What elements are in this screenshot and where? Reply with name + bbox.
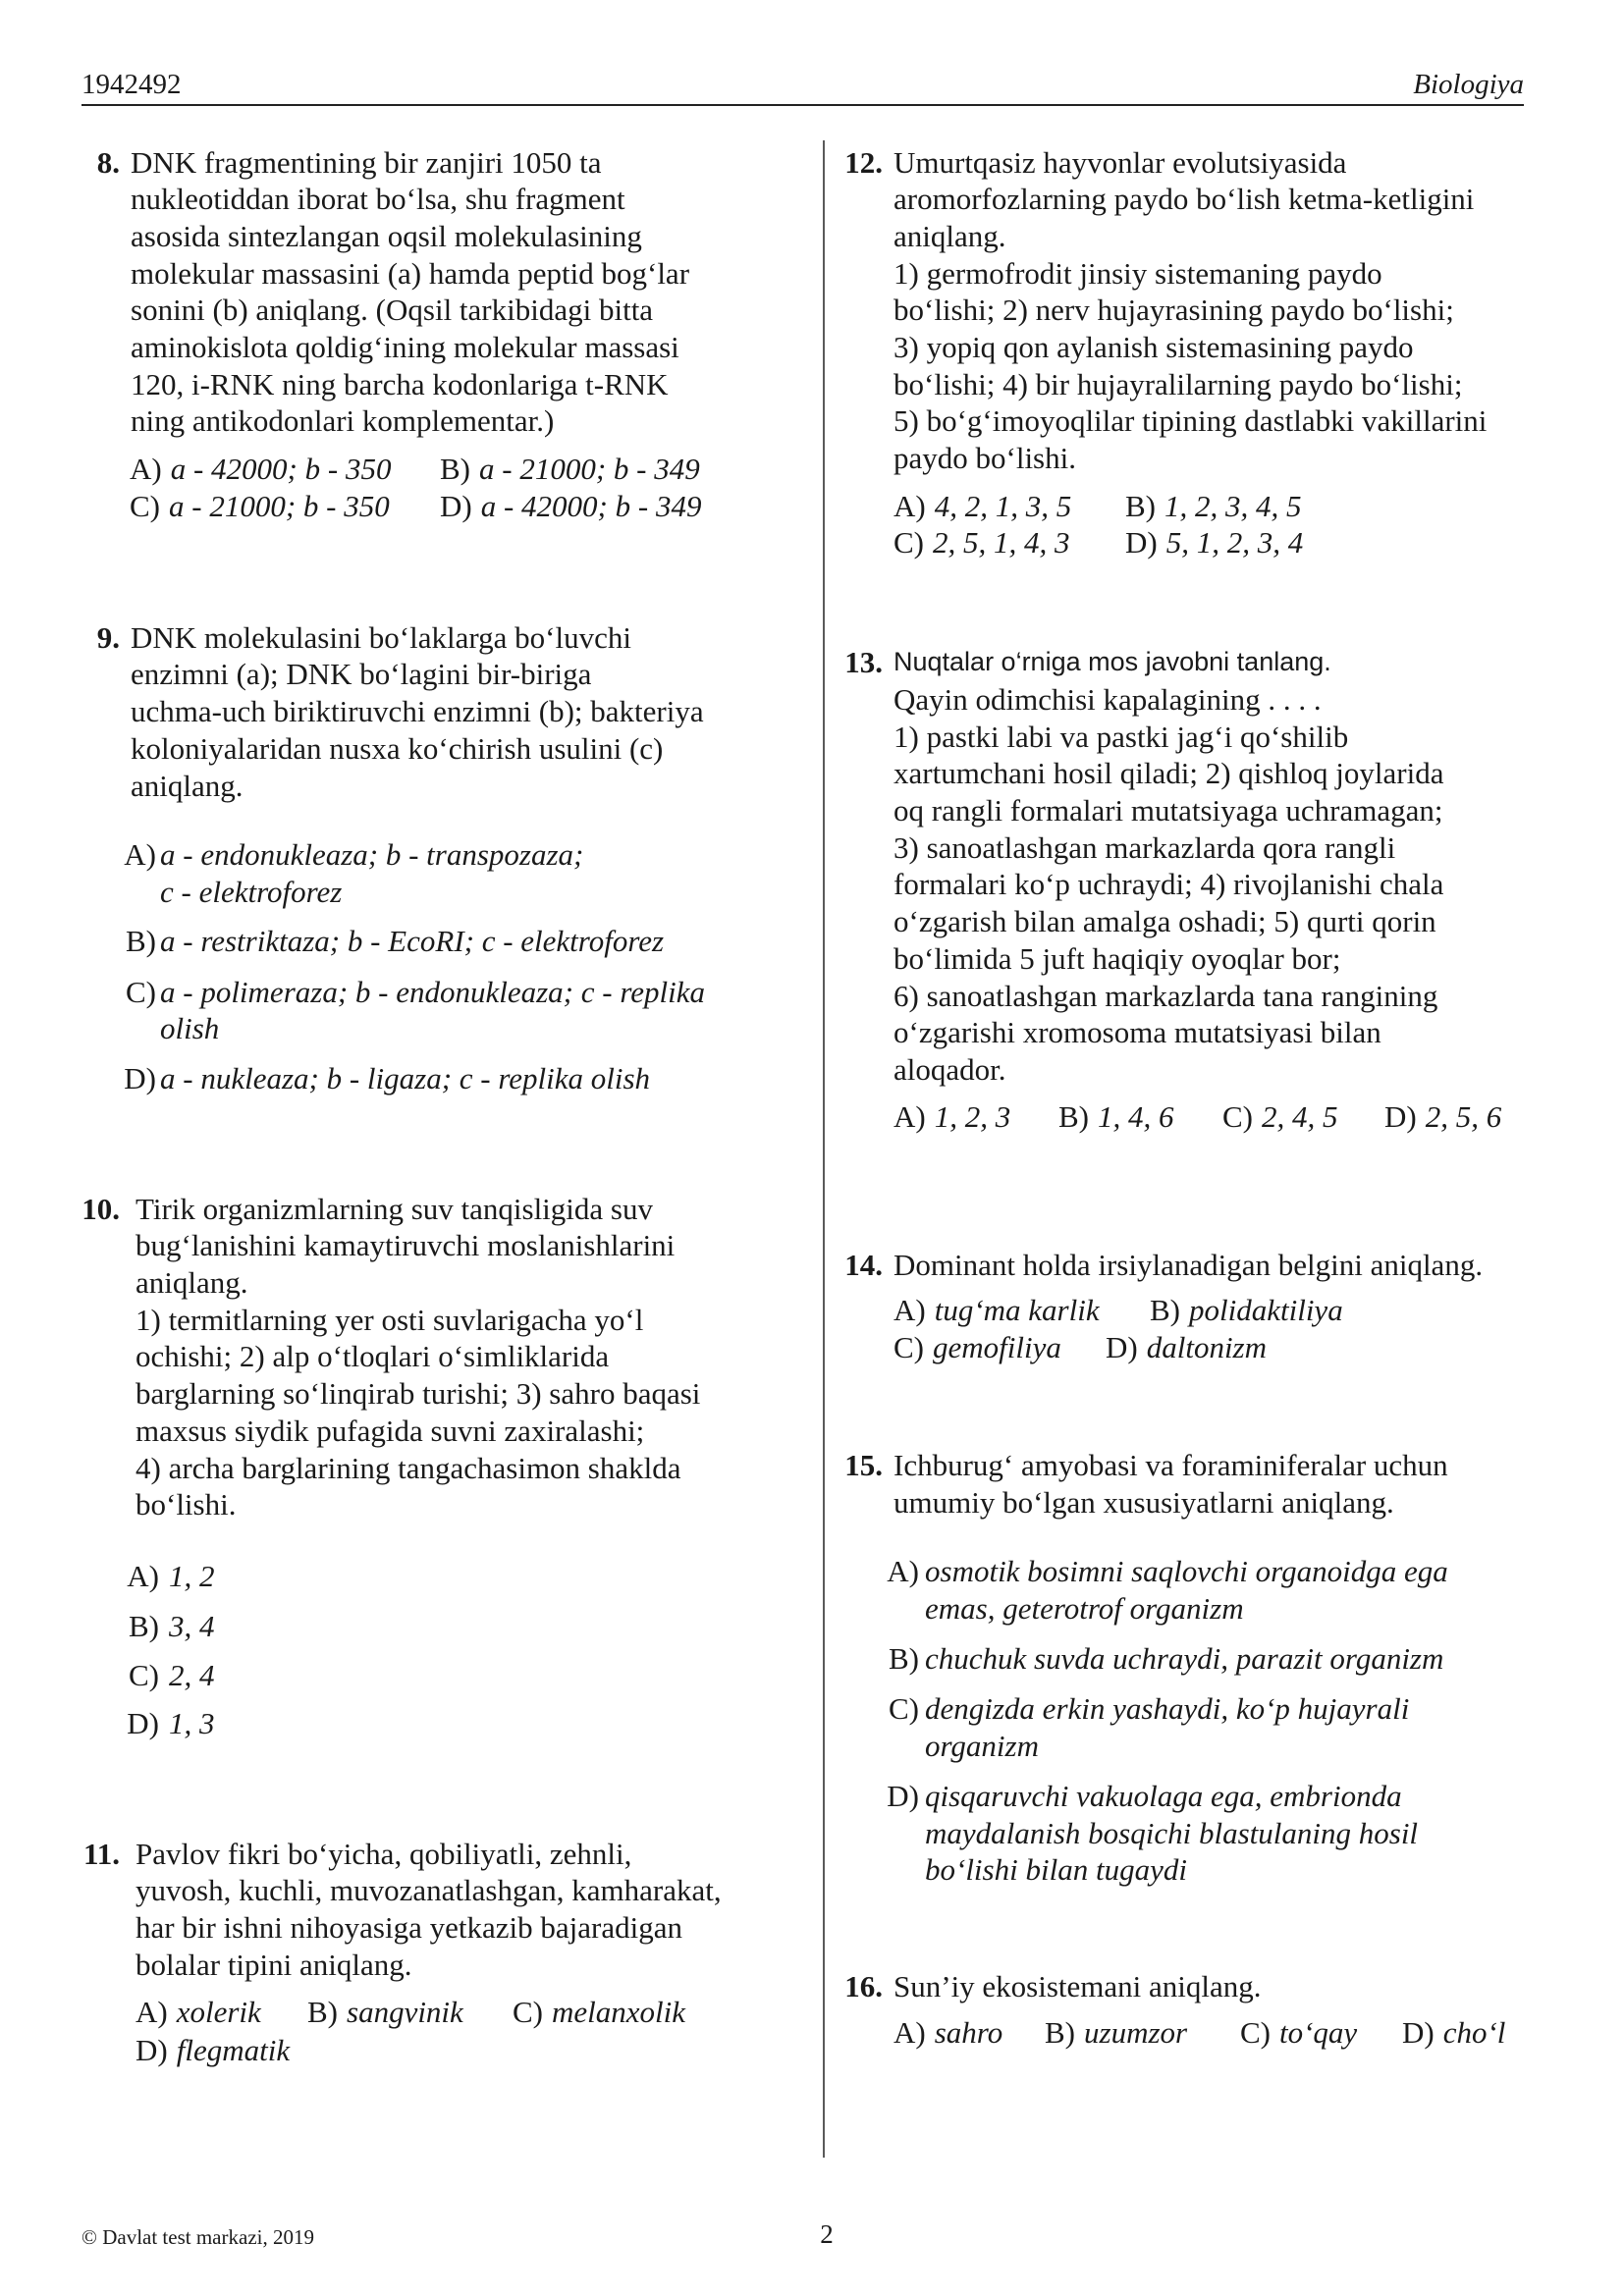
answer-option-d <box>1384 1098 1501 1136</box>
option-label: A) <box>130 452 162 486</box>
answer-option-a <box>130 451 391 488</box>
answer-option-b <box>307 1994 463 2031</box>
option-text: daltonizm <box>1146 1330 1268 1364</box>
question-stem: Tirik organizmlarning suv tanqisligida suv bug‘lanishini kamaytiruvchi moslanishlarini aniqlang. 1) termitlarning yer osti suvlarigacha yo‘l ochishi; 2) alp o‘tloqlari o‘simliklarida barglarning so‘linqirab turishi; 3) sahro baqasi maxsus siydik pufagida suvni zaxiralashi; 4) archa barglarining tangachasimon shaklda bo‘lishi. <box>135 1191 701 1522</box>
option-label: C) <box>893 1330 924 1364</box>
option-text: a - endonukleaza; b - transpozaza; c - elektroforez <box>160 837 584 909</box>
question-stem: Sun’iy ekosistemani aniqlang. <box>893 1968 1262 2003</box>
answer-option-a <box>893 1292 1100 1329</box>
option-text: 2, 4 <box>169 1658 215 1692</box>
option-label: A) <box>124 837 156 872</box>
answer-option-d <box>1106 1329 1267 1366</box>
option-text: a - 42000; b - 349 <box>480 489 702 523</box>
option-text: a - nukleaza; b - ligaza; c - replika olish <box>160 1061 651 1095</box>
option-label: B) <box>126 924 156 958</box>
answer-option-c <box>1222 1098 1338 1136</box>
answer-option-b <box>440 451 700 488</box>
question-stem: DNK fragmentining bir zanjiri 1050 ta nukleotiddan iborat bo‘lsa, shu fragment asosida sintezlangan oqsil molekulasining molekular massasini (a) hamda peptid bog‘lar sonini (b) aniqlang. (Oqsil tarkibidagi bitta aminokislota qoldig‘ining molekular massasi 120, i-RNK ning barcha kodonlariga t-RNK ning antikodonlari komplementar.) <box>131 144 690 439</box>
answer-option-b <box>1150 1292 1343 1329</box>
question-stem: Umurtqasiz hayvonlar evolutsiyasida aromorfozlarning paydo bo‘lish ketma-ketligini aniqlang. 1) germofrodit jinsiy sistemaning paydo bo‘lishi; 2) nerv hujayrasining paydo bo‘lishi; 3) yopiq qon aylanish sistemasining paydo bo‘lishi; 4) bir hujayralilarning paydo bo‘lishi; 5) bo‘g‘imoyoqlilar tipining dastlabki vakillarini paydo bo‘lishi. <box>893 144 1488 476</box>
question-number: 16. <box>844 1968 883 2003</box>
option-text: a - 21000; b - 350 <box>169 489 390 523</box>
option-label: D) <box>127 1706 159 1740</box>
option-label: B) <box>1058 1099 1089 1135</box>
option-text: tug‘ma karlik <box>934 1293 1100 1328</box>
column-divider <box>823 140 825 2158</box>
option-label: D) <box>887 1779 919 1813</box>
answer-option-b <box>1045 2014 1187 2052</box>
option-text: osmotik bosimni saqlovchi organoidga ega emas, geterotrof organizm <box>925 1554 1448 1627</box>
question-stem: Ichburug‘ amyobasi va foraminiferalar uchun umumiy bo‘lgan xususiyatlarni aniqlang. <box>893 1448 1448 1520</box>
option-text: dengizda erkin yashaydi, ko‘p hujayrali organizm <box>925 1691 1410 1763</box>
answer-option-c <box>1240 2014 1357 2052</box>
answer-option-c <box>893 1329 1061 1366</box>
option-label: D) <box>1402 2014 1435 2050</box>
option-label: B) <box>307 1994 338 2029</box>
answer-option-d <box>135 2032 290 2069</box>
option-label: A) <box>127 1559 159 1593</box>
option-label: C) <box>1222 1099 1253 1135</box>
answer-option-c <box>130 488 390 525</box>
answer-option-d <box>1125 524 1303 561</box>
option-label: D) <box>135 2032 168 2067</box>
option-label: D) <box>1125 525 1158 561</box>
answer-option-c <box>893 524 1070 561</box>
option-label: A) <box>893 1293 926 1328</box>
option-text: 4, 2, 1, 3, 5 <box>934 489 1072 523</box>
option-text: a - 42000; b - 350 <box>170 452 392 486</box>
header-test-code: 1942492 <box>81 69 182 100</box>
option-text: cho‘l <box>1442 2014 1506 2050</box>
question-stem: DNK molekulasini bo‘laklarga bo‘luvchi enzimni (a); DNK bo‘lagini bir-biriga uchma-uch biriktiruvchi enzimni (b); bakteriya koloniyalaridan nusxa ko‘chirish usulini (c) aniqlang. <box>131 619 704 803</box>
question-stem: Dominant holda irsiylanadigan belgini aniqlang. <box>893 1247 1484 1282</box>
answer-option-b <box>1058 1098 1174 1136</box>
option-text: 1, 2, 3, 4, 5 <box>1164 489 1302 523</box>
question-number: 11. <box>82 1836 120 1871</box>
option-text: chuchuk suvda uchraydi, parazit organizm <box>925 1641 1444 1677</box>
option-label: C) <box>889 1691 919 1727</box>
question-number: 14. <box>844 1247 883 1282</box>
question-number: 13. <box>844 645 883 680</box>
answer-option-a <box>893 2014 1002 2052</box>
option-label: B) <box>440 452 470 486</box>
option-label: C) <box>1240 2014 1271 2050</box>
option-label: B) <box>1045 2014 1075 2050</box>
option-text: 2, 5, 1, 4, 3 <box>933 525 1070 561</box>
option-label: C) <box>513 1994 543 2029</box>
option-text: gemofiliya <box>933 1330 1061 1364</box>
option-text: qisqaruvchi vakuolaga ega, embrionda maydalanish bosqichi blastulaning hosil bo‘lishi bilan tugaydi <box>925 1779 1419 1888</box>
answer-option-d <box>1402 2014 1505 2052</box>
option-label: C) <box>130 489 160 523</box>
option-text: 1, 2 <box>169 1559 215 1593</box>
answer-option-a <box>893 1098 1010 1136</box>
option-label: D) <box>1384 1099 1417 1135</box>
question-instruction: Nuqtalar o‘rniga mos javobni tanlang. <box>893 647 1331 677</box>
option-text: a - restriktaza; b - EcoRI; c - elektroforez <box>160 924 665 958</box>
option-text: 2, 5, 6 <box>1425 1099 1502 1135</box>
option-label: C) <box>126 974 156 1009</box>
question-number: 10. <box>81 1191 120 1226</box>
option-text: 1, 4, 6 <box>1098 1099 1174 1135</box>
option-label: B) <box>129 1609 159 1643</box>
question-stem: Qayin odimchisi kapalagining . . . . 1) pastki labi va pastki jag‘i qo‘shilib xartumchani hosil qiladi; 2) qishloq joylarida oq rangli formalari mutatsiyaga uchramagan; 3) sanoatlashgan markazlarda qora rangli formalari ko‘p uchraydi; 4) rivojlanishi chala o‘zgarish bilan amalga oshadi; 5) qurti qorin bo‘limida 5 juft haqiqiy oyoqlar bor; 6) sanoatlashgan markazlarda tana rangining o‘zgarishi xromosoma mutatsiyasi bilan aloqador. <box>893 681 1444 1087</box>
header-subject: Biologiya <box>1413 69 1524 100</box>
option-text: 5, 1, 2, 3, 4 <box>1165 525 1304 561</box>
option-label: C) <box>129 1658 159 1692</box>
option-text: a - polimeraza; b - endonukleaza; c - replika olish <box>160 974 705 1046</box>
answer-option-d <box>440 488 701 525</box>
question-stem: Pavlov fikri bo‘yicha, qobiliyatli, zehnli, yuvosh, kuchli, muvozanatlashgan, kamharakat, har bir ishni nihoyasiga yetkazib bajaradigan bolalar tipini aniqlang. <box>135 1836 722 1982</box>
question-number: 8. <box>96 144 120 180</box>
option-text: flegmatik <box>176 2032 291 2067</box>
option-label: B) <box>1125 489 1156 523</box>
option-label: A) <box>893 2014 926 2050</box>
option-label: B) <box>1150 1293 1180 1328</box>
option-text: 1, 3 <box>169 1706 215 1740</box>
question-number: 15. <box>844 1448 883 1483</box>
answer-option-a <box>135 1994 261 2031</box>
option-text: to‘qay <box>1279 2014 1358 2050</box>
option-text: uzumzor <box>1084 2014 1188 2050</box>
answer-option-b <box>1125 488 1302 525</box>
answer-option-a <box>893 488 1071 525</box>
option-label: A) <box>893 489 926 523</box>
page-number: 2 <box>820 2219 834 2249</box>
option-text: melanxolik <box>552 1994 686 2029</box>
footer-copyright: © Davlat test markazi, 2019 <box>81 2225 314 2249</box>
option-text: 3, 4 <box>169 1609 215 1643</box>
option-label: D) <box>440 489 472 523</box>
option-text: sangvinik <box>347 1994 463 2029</box>
question-number: 12. <box>844 144 883 180</box>
option-label: B) <box>889 1641 919 1677</box>
option-text: 2, 4, 5 <box>1262 1099 1338 1135</box>
option-label: C) <box>893 525 924 561</box>
option-text: xolerik <box>176 1994 261 2029</box>
option-label: A) <box>893 1099 926 1135</box>
header-rule <box>81 104 1524 106</box>
option-text: 1, 2, 3 <box>934 1099 1011 1135</box>
option-text: sahro <box>934 2014 1003 2050</box>
option-label: A) <box>135 1994 168 2029</box>
answer-option-c <box>513 1994 685 2031</box>
question-number: 9. <box>96 619 120 655</box>
option-text: a - 21000; b - 349 <box>479 452 700 486</box>
option-label: D) <box>124 1061 156 1095</box>
option-label: D) <box>1106 1330 1138 1364</box>
option-label: A) <box>887 1554 919 1589</box>
option-text: polidaktiliya <box>1189 1293 1343 1328</box>
